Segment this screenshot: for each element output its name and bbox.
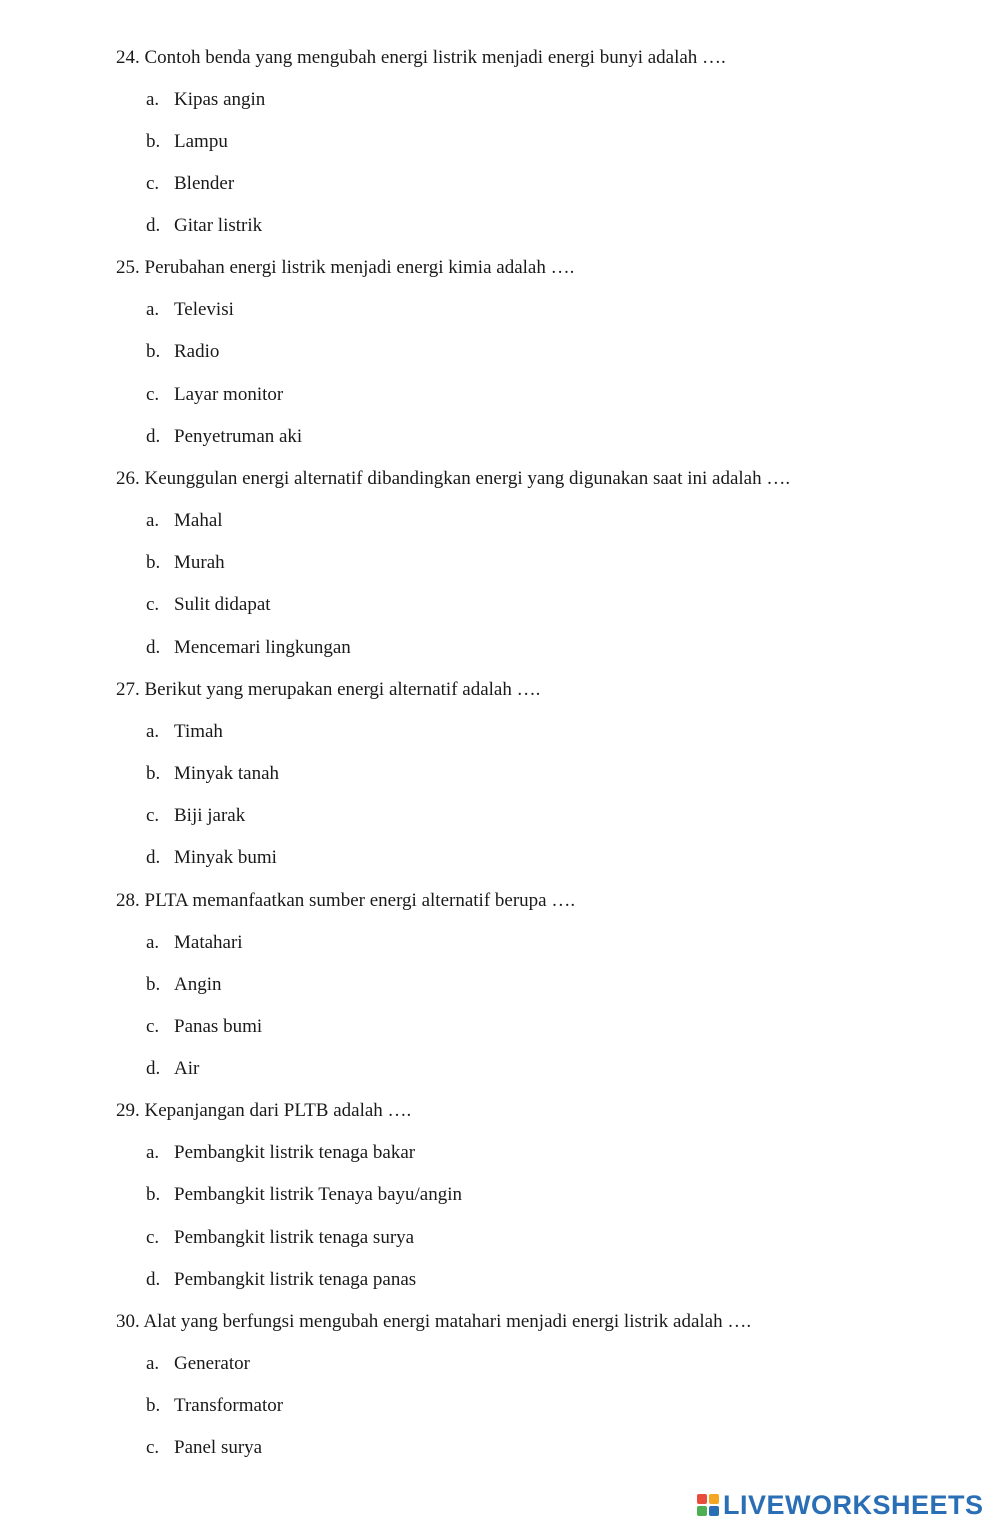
option-text: Timah	[174, 721, 223, 742]
option-24b[interactable]	[146, 130, 228, 154]
option-text: Layar monitor	[174, 384, 284, 405]
option-27d[interactable]	[146, 846, 277, 870]
option-25d[interactable]	[146, 425, 302, 449]
option-26d[interactable]	[146, 636, 351, 660]
question-25	[116, 256, 574, 280]
option-text: Lampu	[174, 131, 228, 152]
option-letter: b.	[146, 341, 161, 362]
option-25c[interactable]	[146, 383, 283, 407]
option-28b[interactable]	[146, 973, 222, 997]
option-letter: a.	[146, 1353, 160, 1374]
option-text: Transformator	[174, 1395, 284, 1416]
option-letter: d.	[146, 1269, 161, 1290]
question-text: Kepanjangan dari PLTB adalah ….	[144, 1100, 412, 1121]
option-letter: d.	[146, 426, 161, 447]
logo-square-icon	[697, 1494, 707, 1504]
option-letter: d.	[146, 847, 161, 868]
option-letter: a.	[146, 932, 160, 953]
option-letter: c.	[146, 173, 160, 194]
question-27	[116, 678, 540, 702]
option-text: Air	[174, 1058, 200, 1079]
logo-text: LIVEWORKSHEETS	[723, 1489, 984, 1520]
option-27c[interactable]	[146, 804, 245, 828]
option-26c[interactable]	[146, 593, 271, 617]
logo-square-icon	[709, 1506, 719, 1516]
option-letter: b.	[146, 1395, 161, 1416]
option-text: Minyak bumi	[174, 847, 277, 868]
option-26b[interactable]	[146, 551, 225, 575]
question-number: 25.	[116, 257, 140, 278]
option-30c[interactable]	[146, 1436, 262, 1460]
option-26a[interactable]	[146, 509, 223, 533]
question-number: 28.	[116, 890, 140, 911]
question-28	[116, 889, 575, 913]
liveworksheets-logo-icon	[697, 1494, 719, 1516]
option-letter: a.	[146, 299, 160, 320]
option-text: Panel surya	[174, 1437, 263, 1458]
option-letter: a.	[146, 89, 160, 110]
option-letter: a.	[146, 721, 160, 742]
question-number: 27.	[116, 679, 140, 700]
question-number: 26.	[116, 468, 140, 489]
question-text: Contoh benda yang mengubah energi listrik menjadi energi bunyi adalah ….	[144, 47, 726, 68]
option-text: Mahal	[174, 510, 223, 531]
option-letter: b.	[146, 131, 161, 152]
option-letter: a.	[146, 510, 160, 531]
option-text: Pembangkit listrik tenaga surya	[174, 1227, 415, 1248]
option-letter: d.	[146, 637, 161, 658]
option-text: Kipas angin	[174, 89, 266, 110]
question-number: 29.	[116, 1100, 140, 1121]
option-text: Biji jarak	[174, 805, 246, 826]
option-letter: c.	[146, 1437, 160, 1458]
option-text: Sulit didapat	[174, 594, 271, 615]
option-letter: d.	[146, 215, 161, 236]
option-letter: b.	[146, 763, 161, 784]
question-text: Perubahan energi listrik menjadi energi kimia adalah ….	[144, 257, 575, 278]
option-letter: a.	[146, 1142, 160, 1163]
option-letter: c.	[146, 594, 160, 615]
option-30a[interactable]	[146, 1352, 250, 1376]
option-text: Murah	[174, 552, 225, 573]
option-29a[interactable]	[146, 1141, 415, 1165]
option-25a[interactable]	[146, 298, 234, 322]
option-text: Matahari	[174, 932, 243, 953]
option-25b[interactable]	[146, 340, 219, 364]
question-text: Berikut yang merupakan energi alternatif adalah ….	[144, 679, 541, 700]
logo-square-icon	[697, 1506, 707, 1516]
option-text: Pembangkit listrik tenaga bakar	[174, 1142, 416, 1163]
option-letter: b.	[146, 552, 161, 573]
option-text: Pembangkit listrik tenaga panas	[174, 1269, 417, 1290]
liveworksheets-logo	[697, 1490, 984, 1520]
option-28d[interactable]	[146, 1057, 199, 1081]
option-text: Gitar listrik	[174, 215, 263, 236]
question-text: PLTA memanfaatkan sumber energi alternatif berupa ….	[144, 890, 576, 911]
option-24c[interactable]	[146, 172, 234, 196]
option-letter: b.	[146, 1184, 161, 1205]
question-24	[116, 46, 726, 70]
option-text: Angin	[174, 974, 222, 995]
question-30	[116, 1310, 751, 1334]
question-text: Alat yang berfungsi mengubah energi matahari menjadi energi listrik adalah ….	[143, 1311, 752, 1332]
option-text: Penyetruman aki	[174, 426, 303, 447]
option-27a[interactable]	[146, 720, 223, 744]
option-29c[interactable]	[146, 1226, 414, 1250]
question-26	[116, 467, 790, 491]
question-text: Keunggulan energi alternatif dibandingkan energi yang digunakan saat ini adalah ….	[144, 468, 791, 489]
option-24d[interactable]	[146, 214, 262, 238]
option-29b[interactable]	[146, 1183, 462, 1207]
option-29d[interactable]	[146, 1268, 416, 1292]
option-letter: b.	[146, 974, 161, 995]
option-letter: c.	[146, 805, 160, 826]
logo-square-icon	[709, 1494, 719, 1504]
option-24a[interactable]	[146, 88, 265, 112]
option-letter: c.	[146, 1227, 160, 1248]
option-letter: d.	[146, 1058, 161, 1079]
option-text: Mencemari lingkungan	[174, 637, 351, 658]
option-text: Blender	[174, 173, 235, 194]
option-text: Minyak tanah	[174, 763, 280, 784]
option-28a[interactable]	[146, 931, 243, 955]
option-letter: c.	[146, 1016, 160, 1037]
option-text: Generator	[174, 1353, 250, 1374]
option-30b[interactable]	[146, 1394, 283, 1418]
option-text: Pembangkit listrik Tenaya bayu/angin	[174, 1184, 463, 1205]
question-number: 30.	[116, 1311, 140, 1332]
option-27b[interactable]	[146, 762, 279, 786]
question-number: 24.	[116, 47, 140, 68]
option-text: Radio	[174, 341, 220, 362]
option-letter: c.	[146, 384, 160, 405]
option-28c[interactable]	[146, 1015, 262, 1039]
question-29	[116, 1099, 411, 1123]
option-text: Panas bumi	[174, 1016, 263, 1037]
option-text: Televisi	[174, 299, 234, 320]
